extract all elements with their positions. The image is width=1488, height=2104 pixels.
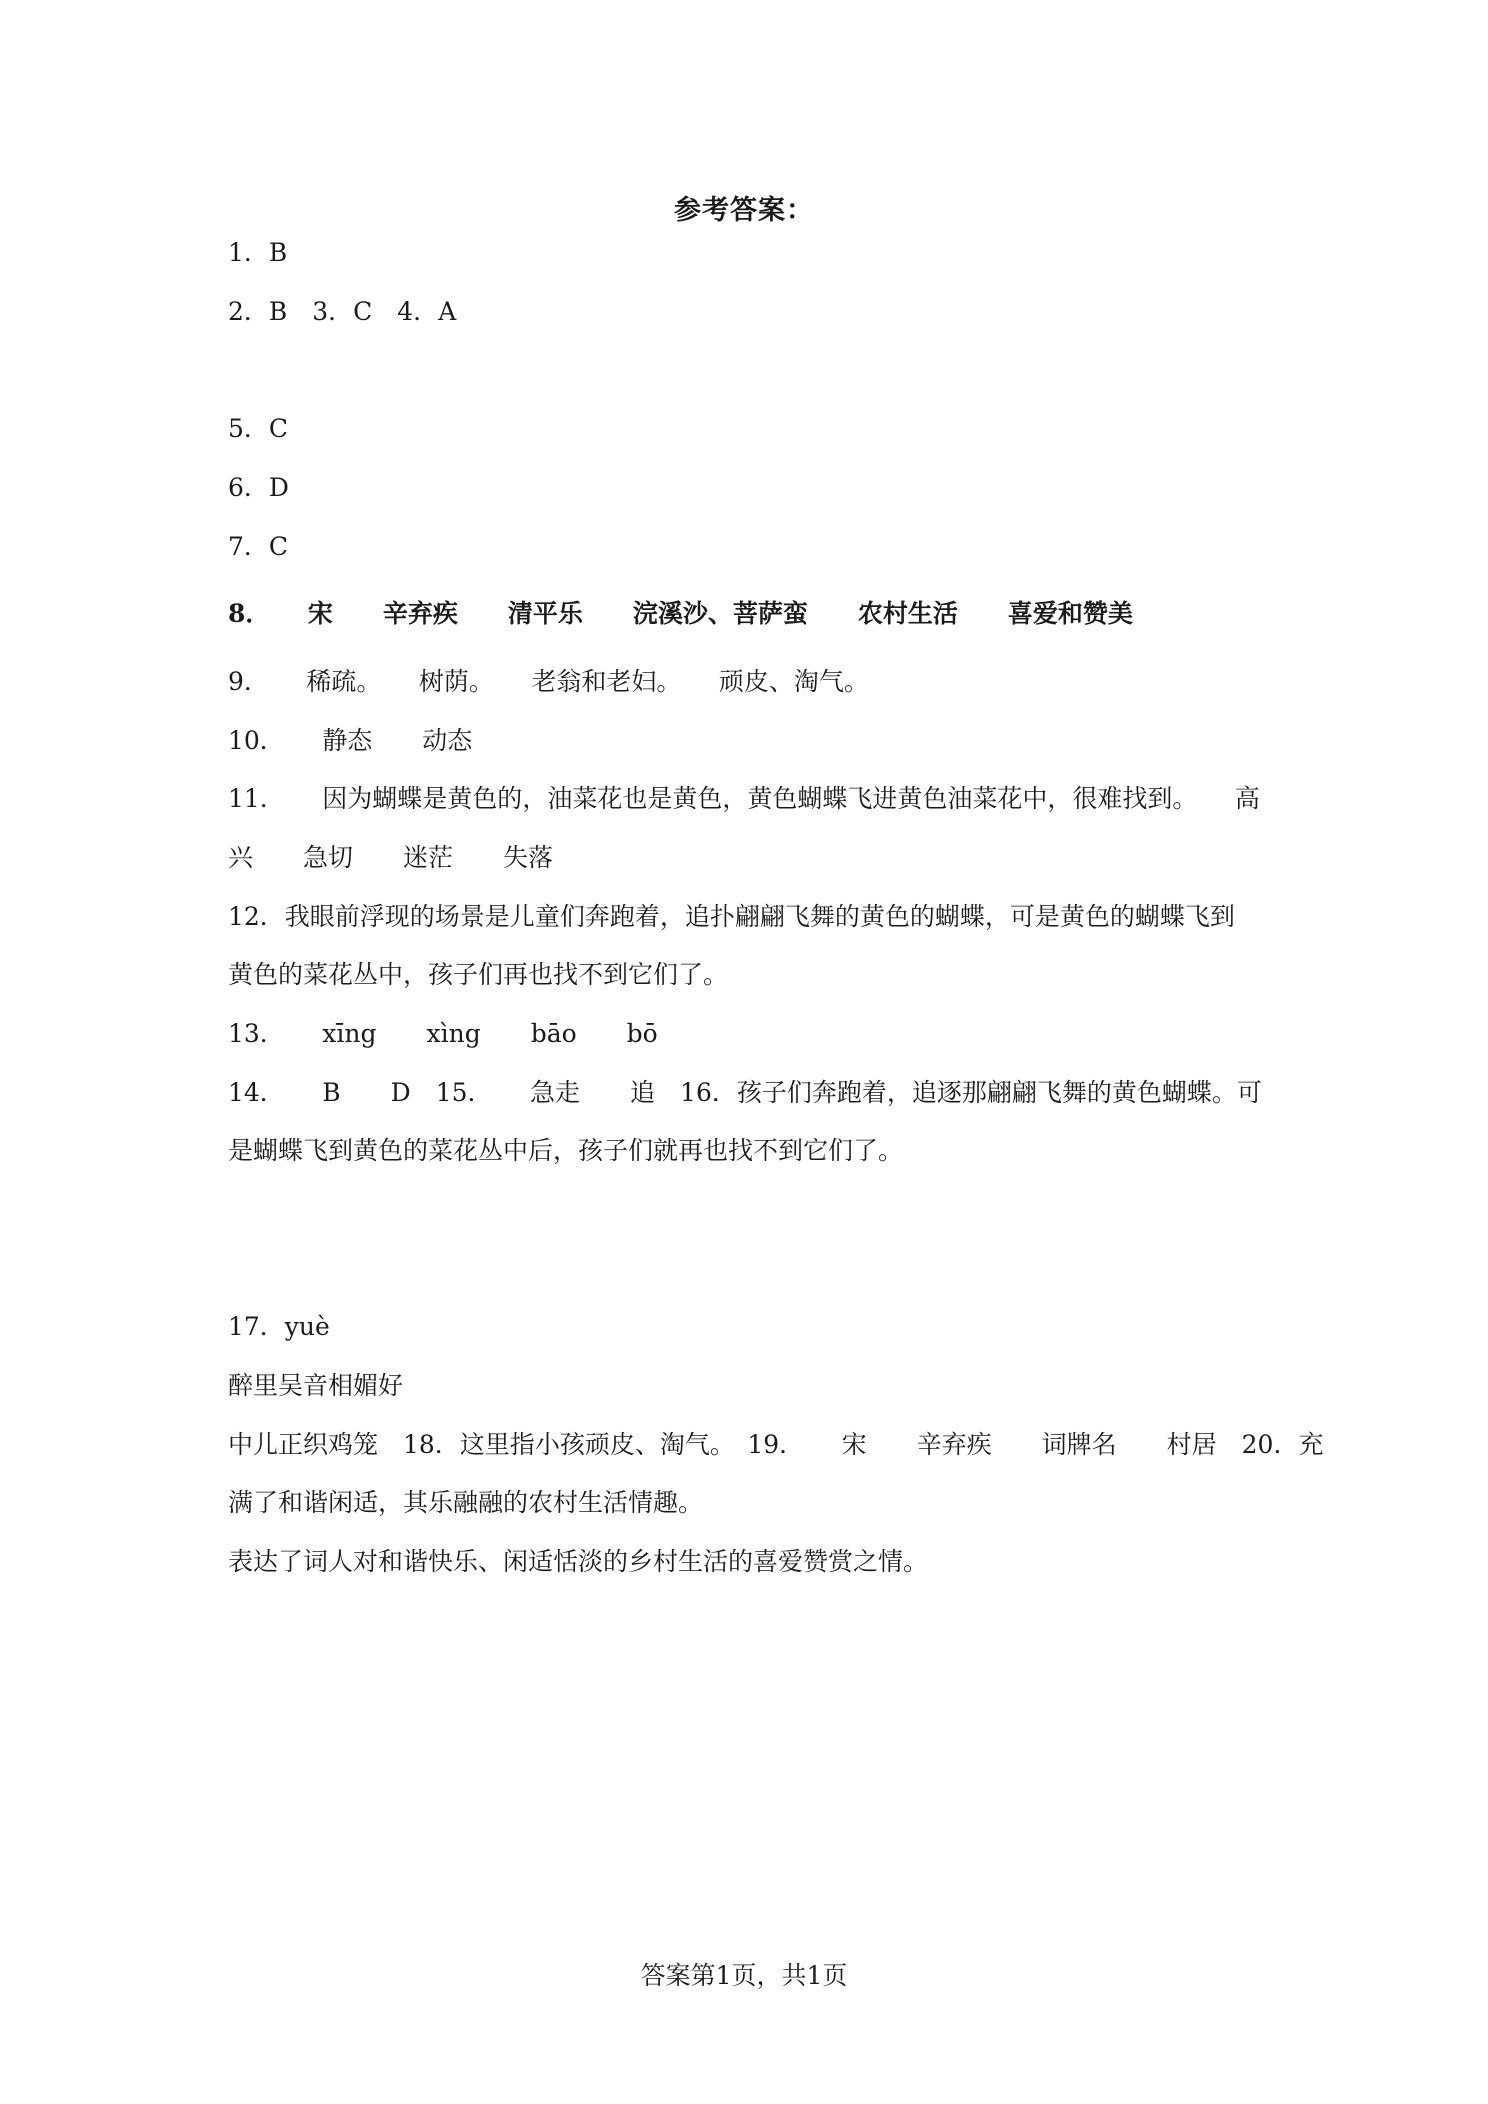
answer-8: 8． 宋 辛弃疾 清平乐 浣溪沙、菩萨蛮 农村生活 喜爱和赞美 xyxy=(228,599,1133,628)
page-title: 参考答案： xyxy=(674,195,814,226)
answer-11-line2: 兴 急切 迷茫 失落 xyxy=(228,843,554,872)
answer-17-line2: 醉里吴音相媚好 xyxy=(228,1371,404,1400)
answer-7: 7．C xyxy=(228,532,289,561)
answer-14-16-line1: 14． B D 15． 急走 追 16．孩子们奔跑着，追逐那翩翩飞舞的黄色蝴蝶。可 xyxy=(228,1078,1262,1107)
answer-20-line3: 表达了词人对和谐快乐、闲适恬淡的乡村生活的喜爱赞赏之情。 xyxy=(228,1547,929,1576)
answer-20-line2: 满了和谐闲适，其乐融融的农村生活情趣。 xyxy=(228,1488,704,1517)
page-footer: 答案第1页，共1页 xyxy=(640,1961,848,1990)
answer-6: 6．D xyxy=(228,473,289,502)
answer-1: 1．B xyxy=(228,238,288,267)
answer-10: 10． 静态 动态 xyxy=(228,726,473,755)
answer-17-20-line: 中儿正织鸡笼 18．这里指小孩顽皮、淘气。 19． 宋 辛弃疾 词牌名 村居 20．充 xyxy=(228,1430,1324,1459)
answer-14-16-line2: 是蝴蝶飞到黄色的菜花丛中后，孩子们就再也找不到它们了。 xyxy=(228,1136,904,1165)
answer-17: 17．yuè xyxy=(228,1312,330,1341)
answer-11-line1: 11． 因为蝴蝶是黄色的，油菜花也是黄色，黄色蝴蝶飞进黄色油菜花中，很难找到。 高 xyxy=(228,784,1260,813)
answer-9: 9． 稀疏。 树荫。 老翁和老妇。 顽皮、淘气。 xyxy=(228,667,869,696)
answer-2-4: 2．B 3．C 4．A xyxy=(228,297,457,326)
answer-5: 5．C xyxy=(228,414,289,443)
answer-12-line2: 黄色的菜花丛中，孩子们再也找不到它们了。 xyxy=(228,960,729,989)
answer-12-line1: 12．我眼前浮现的场景是儿童们奔跑着，追扑翩翩飞舞的黄色的蝴蝶，可是黄色的蝴蝶飞到 xyxy=(228,902,1235,931)
answer-13: 13． xīng xìng bāo bō xyxy=(228,1019,658,1048)
